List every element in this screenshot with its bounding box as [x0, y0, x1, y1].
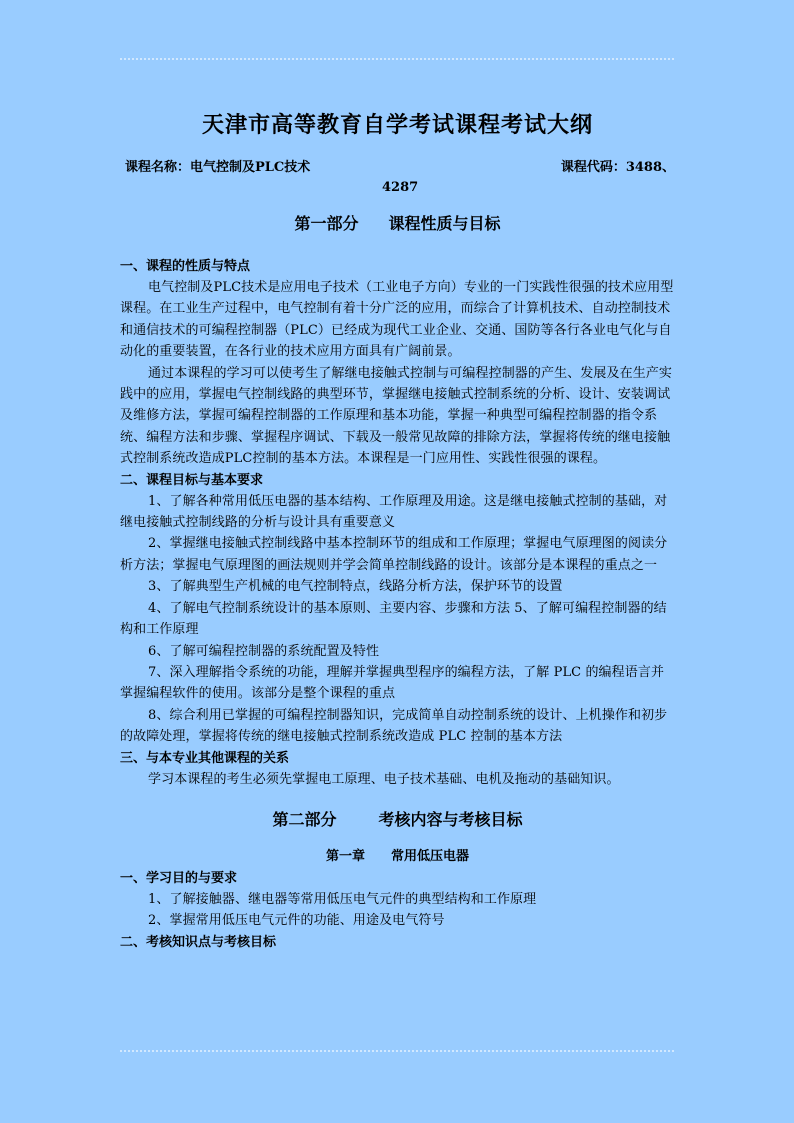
- section-heading: 二、课程目标与基本要求: [120, 472, 264, 488]
- section-learning-goals: [120, 868, 675, 932]
- section-nature: [120, 256, 675, 470]
- part-two-title: [120, 808, 675, 832]
- paragraph: 6、了解可编程控制器的系统配置及特性: [148, 643, 380, 659]
- document-page: [120, 110, 675, 953]
- part-two-heading: 考核内容与考核目标: [378, 809, 523, 829]
- paragraph: 8、综合利用已掌握的可编程控制器知识，完成简单自动控制系统的设计、上机操作和初步的故障处理，掌握将传统的继电接触式控制系统改造成 PLC 控制的基本方法: [120, 707, 668, 745]
- paragraph: 学习本课程的考生必须先掌握电工原理、电子技术基础、电机及拖动的基础知识。: [148, 771, 620, 787]
- paragraph: 1、了解各种常用低压电器的基本结构、工作原理及用途。这是继电接触式控制的基础，对继电接触式控制线路的分析与设计具有重要意义: [120, 493, 668, 531]
- course-info-line: [120, 158, 675, 178]
- chapter-title: [120, 846, 675, 868]
- section-exam-points: [120, 932, 675, 953]
- paragraph: 2、掌握常用低压电气元件的功能、用途及电气符号: [148, 913, 445, 929]
- document-title: 天津市高等教育自学考试课程考试大纲: [201, 112, 593, 138]
- section-heading: 二、考核知识点与考核目标: [120, 934, 277, 950]
- paragraph: 1、了解接触器、继电器等常用低压电气元件的典型结构和工作原理: [148, 891, 537, 907]
- paragraph: 3、了解典型生产机械的电气控制特点，线路分析方法，保护环节的设置: [148, 579, 563, 595]
- section-heading: 三、与本专业其他课程的关系: [120, 750, 290, 766]
- scan-artifact-top: [120, 58, 674, 60]
- section-objectives: [120, 470, 675, 748]
- section-heading: 一、学习目的与要求: [120, 870, 238, 886]
- course-name: 课程名称：电气控制及PLC技术: [125, 160, 311, 175]
- paragraph: 4、了解电气控制系统设计的基本原则、主要内容、步骤和方法 5、了解可编程控制器的结构和工作原理: [120, 600, 667, 638]
- part-one-heading: 课程性质与目标: [388, 214, 501, 233]
- course-code: 课程代码：3488、: [560, 160, 675, 175]
- course-code-continued: 4287: [382, 180, 419, 195]
- scan-artifact-bottom: [120, 1050, 674, 1052]
- paragraph: 7、深入理解指令系统的功能，理解并掌握典型程序的编程方法，了解 PLC 的编程语言并掌握编程软件的使用。该部分是整个课程的重点: [120, 664, 665, 702]
- part-two-label: 第二部分: [272, 809, 337, 829]
- paragraph: 通过本课程的学习可以使考生了解继电接触式控制与可编程控制器的产生、发展及在生产实践中的应用，掌握电气控制线路的典型环节，掌握继电接触式控制系统的分析、设计、安装调试及维修方法，掌握可编程控制器的工作原理和基本功能，掌握一种典型可编程控制器的指令系统、编程方法和步骤、掌握程序调试、下载及一般常见故障的排除方法，掌握将传统的继电接触式控制系统改造成PLC控制的基本方法。本课程是一门应用性、实践性很强的课程。: [120, 365, 673, 467]
- paragraph: 2、掌握继电接触式控制线路中基本控制环节的组成和工作原理；掌握电气原理图的阅读分析方法；掌握电气原理图的画法规则并学会简单控制线路的设计。该部分是本课程的重点之一: [120, 536, 668, 573]
- paragraph: 电气控制及PLC技术是应用电子技术（工业电子方向）专业的一门实践性很强的技术应用型课程。在工业生产过程中，电气控制有着十分广泛的应用，而综合了计算机技术、自动控制技术和通信技术的可编程控制器（PLC）已经成为现代工业企业、交通、国防等各行各业电气化与自动化的重要装置，在各行业的技术应用方面具有广阔前景。: [120, 280, 674, 360]
- chapter-heading: 常用低压电器: [391, 848, 470, 864]
- section-relations: [120, 748, 675, 790]
- part-one-label: 第一部分: [294, 214, 359, 233]
- section-heading: 一、课程的性质与特点: [120, 259, 251, 274]
- part-one-title: [120, 212, 675, 236]
- chapter-label: 第一章: [325, 848, 365, 864]
